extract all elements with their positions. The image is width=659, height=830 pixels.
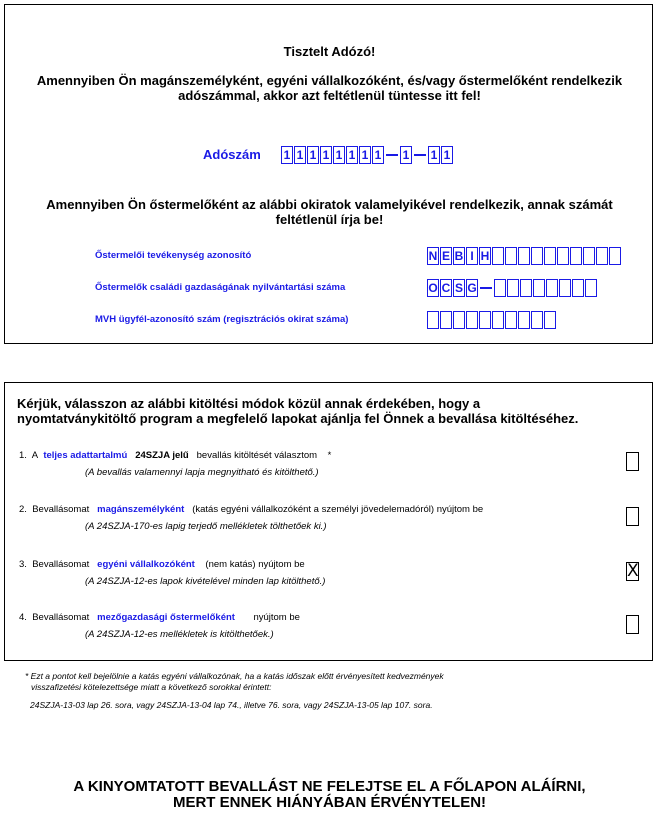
family-farm-number-field[interactable]: [427, 279, 598, 297]
farm-number-separator: [480, 287, 492, 289]
producer-id-field[interactable]: [427, 247, 622, 265]
option-highlight: mezőgazdasági őstermelőként: [97, 612, 235, 623]
option-highlight: 24SZJA jelű: [135, 450, 189, 461]
footnote-line3: 24SZJA-13-03 lap 26. sora, vagy 24SZJA-13-04 lap 74., illetve 76. sora, vagy 24SZJA-13-05 lap 107. sora.: [30, 700, 433, 710]
option-1-text: [19, 450, 331, 462]
option-text: nyújtom be: [253, 612, 300, 623]
option-text: (katás egyéni vállalkozóként a személyi jövedelemadóról) nyújtom be: [192, 504, 484, 515]
char-cell[interactable]: 1: [428, 146, 440, 164]
tax-number-part1[interactable]: [281, 146, 385, 164]
empty-char-cell[interactable]: [596, 247, 608, 265]
footnote-line2: visszafizetési kötelezettsége miatt a következő sorokkal érintett:: [31, 682, 272, 692]
option-text: Bevallásomat: [32, 504, 90, 515]
option-text: Bevallásomat: [32, 612, 90, 623]
char-cell[interactable]: B: [454, 249, 464, 263]
empty-char-cell[interactable]: [583, 247, 595, 265]
option-4-text: [19, 612, 300, 624]
option-2-subtext: (A 24SZJA-170-es lapig terjedő mellékletek tölthetőek ki.): [85, 521, 327, 532]
option-highlight: magánszemélyként: [97, 504, 185, 515]
empty-char-cell[interactable]: [427, 311, 439, 329]
empty-char-cell[interactable]: [531, 311, 543, 329]
option-4-checkbox[interactable]: [626, 615, 639, 634]
char-cell[interactable]: S: [454, 281, 463, 295]
empty-char-cell[interactable]: [585, 279, 597, 297]
option-1-subtext: (A bevallás valamennyi lapja megnyitható és kitölthető.): [85, 467, 319, 478]
mvh-client-id-label: MVH ügyfél-azonosító szám (regisztrációs okirat száma): [95, 314, 349, 325]
option-highlight: egyéni vállalkozóként: [97, 559, 195, 570]
char-cell[interactable]: 1: [441, 146, 453, 164]
tax-number-part3[interactable]: [428, 146, 454, 164]
char-cell[interactable]: 1: [400, 146, 412, 164]
option-text: bevallás kitöltését választom: [196, 450, 318, 461]
empty-char-cell[interactable]: [572, 279, 584, 297]
empty-char-cell[interactable]: [492, 311, 504, 329]
option-4-subtext: (A 24SZJA-12-es mellékletek is kitölthetőek.): [85, 629, 274, 640]
registration-empty-cells[interactable]: [494, 279, 598, 297]
char-cell[interactable]: I: [466, 247, 478, 265]
tax-number-part2[interactable]: [400, 146, 413, 164]
char-cell[interactable]: O: [428, 281, 438, 295]
taxpayer-info-panel: [4, 4, 653, 344]
empty-char-cell[interactable]: [520, 279, 532, 297]
char-cell[interactable]: H: [480, 249, 490, 263]
char-cell[interactable]: 1: [307, 146, 319, 164]
registration-empty-cells[interactable]: [492, 247, 622, 265]
registration-empty-cells[interactable]: [427, 311, 557, 329]
intro-text-line1: Amennyiben Ön magánszemélyként, egyéni vállalkozóként, és/vagy őstermelőként rendelkezik: [36, 73, 623, 88]
tax-number-field[interactable]: [281, 146, 454, 164]
empty-char-cell[interactable]: [546, 279, 558, 297]
option-highlight: teljes adattartalmú: [43, 450, 128, 461]
mvh-client-id-field[interactable]: [427, 311, 557, 329]
option-2-checkbox[interactable]: [626, 507, 639, 526]
tax-number-label: Adószám: [203, 147, 261, 162]
option-3-text: [19, 559, 305, 571]
char-cell[interactable]: 1: [346, 146, 358, 164]
empty-char-cell[interactable]: [479, 311, 491, 329]
empty-char-cell[interactable]: [533, 279, 545, 297]
empty-char-cell[interactable]: [505, 311, 517, 329]
filling-mode-title-line1: Kérjük, válasszon az alábbi kitöltési módok közül annak érdekében, hogy a: [17, 396, 481, 411]
filling-mode-panel: [4, 382, 653, 661]
empty-char-cell[interactable]: [440, 311, 452, 329]
char-cell[interactable]: 1: [281, 146, 293, 164]
signature-warning-line2: MERT ENNEK HIÁNYÁBAN ÉRVÉNYTELEN!: [172, 794, 487, 811]
empty-char-cell[interactable]: [466, 311, 478, 329]
greeting-heading: Tisztelt Adózó!: [283, 44, 376, 59]
family-farm-number-label: Őstermelők családi gazdaságának nyilvántartási száma: [95, 282, 346, 293]
empty-char-cell[interactable]: [570, 247, 582, 265]
char-cell[interactable]: 1: [372, 146, 384, 164]
char-cell[interactable]: 1: [359, 146, 371, 164]
empty-char-cell[interactable]: [609, 247, 621, 265]
char-cell[interactable]: G: [467, 281, 477, 295]
option-number: 3.: [19, 559, 27, 570]
char-cell[interactable]: C: [441, 281, 451, 295]
option-3-subtext: (A 24SZJA-12-es lapok kivételével minden lap kitölthető.): [85, 576, 326, 587]
signature-warning: [0, 779, 659, 811]
empty-char-cell[interactable]: [518, 247, 530, 265]
empty-char-cell[interactable]: [453, 311, 465, 329]
document-text-line2: feltétlenül írja be!: [275, 212, 384, 227]
empty-char-cell[interactable]: [494, 279, 506, 297]
option-text: Bevallásomat: [32, 559, 90, 570]
empty-char-cell[interactable]: [531, 247, 543, 265]
char-cell[interactable]: 1: [294, 146, 306, 164]
option-number: 4.: [19, 612, 27, 623]
signature-warning-line1: A KINYOMTATOTT BEVALLÁST NE FELEJTSE EL A FŐLAPON ALÁÍRNI,: [73, 778, 586, 795]
empty-char-cell[interactable]: [544, 311, 556, 329]
option-number: 1.: [19, 450, 27, 461]
empty-char-cell[interactable]: [505, 247, 517, 265]
option-text: A: [31, 450, 39, 461]
tax-number-separator: [386, 154, 398, 156]
option-1-checkbox[interactable]: [626, 452, 639, 471]
producer-id-label: Őstermelői tevékenység azonosító: [95, 250, 252, 261]
empty-char-cell[interactable]: [492, 247, 504, 265]
empty-char-cell[interactable]: [544, 247, 556, 265]
empty-char-cell[interactable]: [559, 279, 571, 297]
char-cell[interactable]: 1: [333, 146, 345, 164]
option-2-text: [19, 504, 483, 516]
empty-char-cell[interactable]: [518, 311, 530, 329]
document-text-line1: Amennyiben Ön őstermelőként az alábbi okiratok valamelyikével rendelkezik, annak számát: [46, 197, 613, 212]
empty-char-cell[interactable]: [557, 247, 569, 265]
filling-mode-title-line2: nyomtatványkitöltő program a megfelelő lapokat ajánlja fel Önnek a bevallása kitöltéséhez.: [17, 411, 579, 426]
option-3-checkbox[interactable]: X: [627, 561, 639, 581]
option-asterisk: *: [327, 450, 332, 461]
empty-char-cell[interactable]: [507, 279, 519, 297]
option-text: (nem katás) nyújtom be: [205, 559, 305, 570]
footnote-line1: * Ezt a pontot kell bejelölnie a katás egyéni vállalkozónak, ha a katás időszak előtt érvényesített kedvezmények: [25, 671, 444, 681]
intro-text-line2: adószámmal, akkor azt feltétlenül tüntesse itt fel!: [178, 88, 481, 103]
option-number: 2.: [19, 504, 27, 515]
tax-number-separator: [414, 154, 426, 156]
char-cell[interactable]: E: [441, 249, 450, 263]
char-cell[interactable]: 1: [320, 146, 332, 164]
char-cell[interactable]: N: [428, 249, 438, 263]
